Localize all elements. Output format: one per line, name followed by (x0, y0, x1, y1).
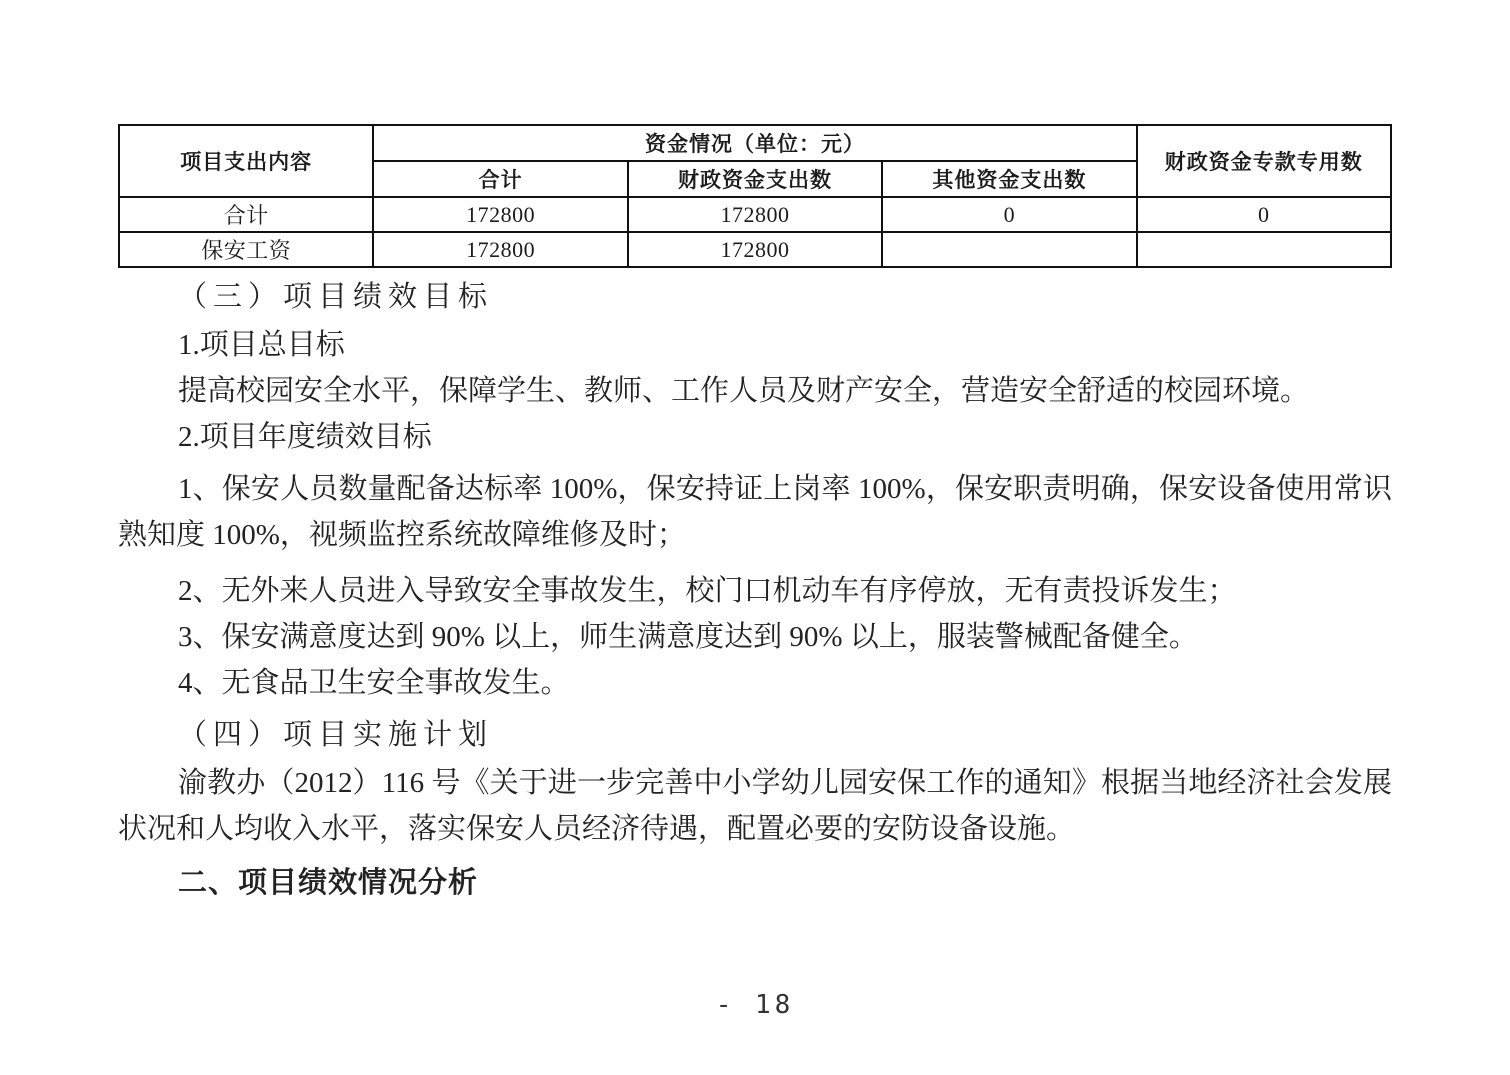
expenditure-table (118, 124, 1392, 268)
table-row-total (119, 197, 1391, 232)
row-total-other: 0 (882, 197, 1136, 232)
list-item-1: 1、保安人员数量配备达标率 100%，保安持证上岗率 100%，保安职责明确，保安设备使用常识熟知度 100%，视频监控系统故障维修及时； (118, 473, 1392, 551)
list-item-3: 3、保安满意度达到 90% 以上，师生满意度达到 90% 以上，服装警械配备健全。 (178, 621, 1198, 653)
row-guard-name: 保安工资 (119, 232, 373, 267)
row-total-fiscal: 172800 (628, 197, 882, 232)
list-item-2: 2、无外来人员进入导致安全事故发生，校门口机动车有序停放，无有责投诉发生； (178, 575, 1237, 607)
header-total: 合计 (373, 161, 627, 197)
table-row-guard-salary (119, 232, 1391, 267)
header-funds-group: 资金情况（单位：元） (373, 125, 1136, 161)
section-heading-4: （四）项目实施计划 (178, 719, 494, 751)
row-total-name: 合计 (119, 197, 373, 232)
row-guard-fiscal: 172800 (628, 232, 882, 267)
document-body (118, 272, 1392, 906)
subheading-annual-goal: 2.项目年度绩效目标 (178, 421, 432, 453)
paragraph-implementation-plan: 渝教办（2012）116 号《关于进一步完善中小学幼儿园安保工作的通知》根据当地经济社会发展状况和人均收入水平，落实保安人员经济待遇，配置必要的安防设备设施。 (118, 767, 1392, 845)
table-header-row-1 (119, 125, 1391, 161)
header-earmarked-funds: 财政资金专款专用数 (1137, 125, 1391, 197)
row-guard-other (882, 232, 1136, 267)
section-heading-performance-analysis: 二、项目绩效情况分析 (178, 867, 479, 899)
header-project-content: 项目支出内容 (119, 125, 373, 197)
row-guard-sum: 172800 (373, 232, 627, 267)
row-total-earmarked: 0 (1137, 197, 1391, 232)
section-heading-3: （三）项目绩效目标 (178, 281, 494, 313)
row-total-sum: 172800 (373, 197, 627, 232)
list-item-4: 4、无食品卫生安全事故发生。 (178, 667, 570, 699)
subheading-overall-goal: 1.项目总目标 (178, 329, 345, 361)
header-other-expenditure: 其他资金支出数 (882, 161, 1136, 197)
paragraph-overall-goal: 提高校园安全水平，保障学生、教师、工作人员及财产安全，营造安全舒适的校园环境。 (178, 375, 1310, 407)
page-number: - 18 (715, 990, 795, 1020)
row-guard-earmarked (1137, 232, 1391, 267)
header-fiscal-expenditure: 财政资金支出数 (628, 161, 882, 197)
